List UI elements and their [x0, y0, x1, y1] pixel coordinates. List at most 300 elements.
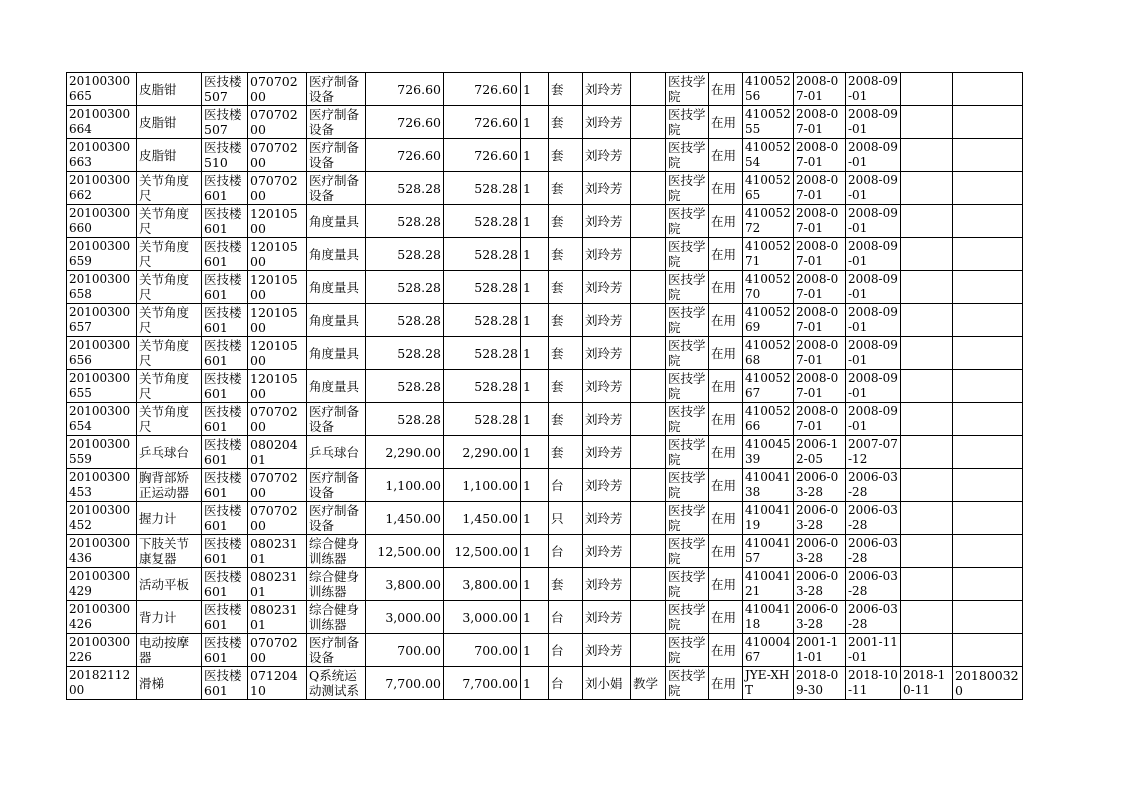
- cell-category-code: 07070200: [248, 73, 307, 106]
- cell-asset-no: 41005255: [743, 106, 794, 139]
- cell-unit-price: 726.60: [366, 106, 444, 139]
- cell-unit-price: 528.28: [366, 271, 444, 304]
- cell-device-name: 关节角度尺: [137, 370, 202, 403]
- cell-extra-no: [953, 601, 1023, 634]
- cell-quantity: 1: [521, 370, 549, 403]
- cell-category: 角度量具: [307, 370, 366, 403]
- cell-serial: 20100300452: [67, 502, 137, 535]
- cell-extra-no: [953, 73, 1023, 106]
- cell-location: 医技楼601: [202, 172, 248, 205]
- cell-custodian: 刘玲芳: [583, 238, 631, 271]
- cell-custodian: 刘玲芳: [583, 436, 631, 469]
- cell-serial: 20100300662: [67, 172, 137, 205]
- cell-usage: [631, 634, 666, 667]
- cell-department: 医技学院: [666, 304, 709, 337]
- cell-extra-date: [901, 106, 953, 139]
- cell-category-code: 07120410: [248, 667, 307, 700]
- cell-serial: 20100300663: [67, 139, 137, 172]
- cell-asset-no: JYE-XHT: [743, 667, 794, 700]
- cell-category: 综合健身训练器: [307, 535, 366, 568]
- cell-category: 乒乓球台: [307, 436, 366, 469]
- cell-category: 角度量具: [307, 337, 366, 370]
- cell-category-code: 08023101: [248, 601, 307, 634]
- cell-extra-date: [901, 238, 953, 271]
- cell-category-code: 12010500: [248, 271, 307, 304]
- cell-serial: 2018211200: [67, 667, 137, 700]
- cell-custodian: 刘玲芳: [583, 535, 631, 568]
- cell-purchase-date: 2008-07-01: [794, 238, 846, 271]
- cell-total-price: 726.60: [444, 106, 521, 139]
- cell-status: 在用: [709, 601, 743, 634]
- cell-extra-no: [953, 436, 1023, 469]
- cell-entry-date: 2006-03-28: [846, 502, 901, 535]
- cell-status: 在用: [709, 337, 743, 370]
- cell-extra-date: [901, 535, 953, 568]
- table-row: [67, 139, 1023, 172]
- cell-entry-date: 2008-09-01: [846, 172, 901, 205]
- cell-purchase-date: 2008-07-01: [794, 139, 846, 172]
- cell-asset-no: 41005270: [743, 271, 794, 304]
- cell-device-name: 关节角度尺: [137, 238, 202, 271]
- cell-location: 医技楼601: [202, 535, 248, 568]
- cell-entry-date: 2008-09-01: [846, 304, 901, 337]
- cell-serial: 20100300660: [67, 205, 137, 238]
- cell-location: 医技楼601: [202, 568, 248, 601]
- cell-asset-no: 41005268: [743, 337, 794, 370]
- cell-category: 医疗制备设备: [307, 502, 366, 535]
- cell-custodian: 刘玲芳: [583, 172, 631, 205]
- cell-usage: [631, 601, 666, 634]
- cell-total-price: 12,500.00: [444, 535, 521, 568]
- cell-category: 综合健身训练器: [307, 601, 366, 634]
- cell-category-code: 07070200: [248, 634, 307, 667]
- cell-total-price: 528.28: [444, 205, 521, 238]
- cell-unit: 套: [549, 403, 583, 436]
- cell-unit-price: 3,000.00: [366, 601, 444, 634]
- cell-extra-date: [901, 568, 953, 601]
- cell-extra-no: [953, 370, 1023, 403]
- cell-serial: 20100300426: [67, 601, 137, 634]
- cell-department: 医技学院: [666, 502, 709, 535]
- cell-unit: 台: [549, 634, 583, 667]
- cell-extra-no: [953, 172, 1023, 205]
- cell-status: 在用: [709, 172, 743, 205]
- cell-quantity: 1: [521, 304, 549, 337]
- cell-department: 医技学院: [666, 73, 709, 106]
- cell-extra-date: [901, 502, 953, 535]
- cell-device-name: 皮脂钳: [137, 106, 202, 139]
- cell-entry-date: 2008-09-01: [846, 370, 901, 403]
- cell-total-price: 528.28: [444, 337, 521, 370]
- cell-extra-no: [953, 337, 1023, 370]
- cell-device-name: 下肢关节康复器: [137, 535, 202, 568]
- cell-status: 在用: [709, 238, 743, 271]
- cell-purchase-date: 2006-03-28: [794, 601, 846, 634]
- cell-purchase-date: 2008-07-01: [794, 304, 846, 337]
- cell-device-name: 握力计: [137, 502, 202, 535]
- cell-department: 医技学院: [666, 568, 709, 601]
- cell-department: 医技学院: [666, 337, 709, 370]
- cell-quantity: 1: [521, 667, 549, 700]
- cell-status: 在用: [709, 370, 743, 403]
- cell-unit-price: 700.00: [366, 634, 444, 667]
- cell-status: 在用: [709, 667, 743, 700]
- cell-unit: 台: [549, 601, 583, 634]
- cell-usage: [631, 304, 666, 337]
- cell-asset-no: 41004119: [743, 502, 794, 535]
- cell-asset-no: 41005254: [743, 139, 794, 172]
- cell-asset-no: 41005272: [743, 205, 794, 238]
- table-row: [67, 568, 1023, 601]
- cell-asset-no: 41004121: [743, 568, 794, 601]
- cell-usage: [631, 502, 666, 535]
- cell-unit-price: 726.60: [366, 139, 444, 172]
- cell-category: Q系统运动测试系: [307, 667, 366, 700]
- cell-serial: 20100300453: [67, 469, 137, 502]
- cell-total-price: 528.28: [444, 172, 521, 205]
- cell-location: 医技楼601: [202, 502, 248, 535]
- table-row: [67, 370, 1023, 403]
- cell-unit: 套: [549, 304, 583, 337]
- table-row: [67, 337, 1023, 370]
- cell-location: 医技楼601: [202, 601, 248, 634]
- cell-unit-price: 528.28: [366, 370, 444, 403]
- cell-total-price: 726.60: [444, 73, 521, 106]
- cell-location: 医技楼601: [202, 238, 248, 271]
- cell-asset-no: 41005271: [743, 238, 794, 271]
- cell-usage: [631, 469, 666, 502]
- cell-extra-no: [953, 304, 1023, 337]
- cell-device-name: 关节角度尺: [137, 271, 202, 304]
- cell-serial: 20100300656: [67, 337, 137, 370]
- cell-unit: 套: [549, 337, 583, 370]
- cell-department: 医技学院: [666, 238, 709, 271]
- cell-device-name: 电动按摩器: [137, 634, 202, 667]
- cell-asset-no: 41005256: [743, 73, 794, 106]
- cell-device-name: 关节角度尺: [137, 205, 202, 238]
- cell-unit-price: 528.28: [366, 238, 444, 271]
- cell-usage: [631, 535, 666, 568]
- cell-extra-no: [953, 205, 1023, 238]
- cell-entry-date: 2007-07-12: [846, 436, 901, 469]
- cell-serial: 20100300654: [67, 403, 137, 436]
- cell-extra-no: [953, 469, 1023, 502]
- cell-category-code: 07070200: [248, 502, 307, 535]
- cell-usage: [631, 106, 666, 139]
- cell-extra-date: [901, 634, 953, 667]
- cell-purchase-date: 2008-07-01: [794, 271, 846, 304]
- cell-quantity: 1: [521, 469, 549, 502]
- cell-unit-price: 528.28: [366, 172, 444, 205]
- cell-serial: 20100300655: [67, 370, 137, 403]
- cell-purchase-date: 2006-03-28: [794, 469, 846, 502]
- cell-location: 医技楼601: [202, 337, 248, 370]
- cell-status: 在用: [709, 535, 743, 568]
- cell-department: 医技学院: [666, 436, 709, 469]
- cell-entry-date: 2008-09-01: [846, 271, 901, 304]
- cell-category: 医疗制备设备: [307, 403, 366, 436]
- cell-location: 医技楼601: [202, 271, 248, 304]
- cell-category-code: 07070200: [248, 172, 307, 205]
- cell-purchase-date: 2008-07-01: [794, 403, 846, 436]
- cell-status: 在用: [709, 106, 743, 139]
- cell-category-code: 12010500: [248, 238, 307, 271]
- cell-quantity: 1: [521, 106, 549, 139]
- cell-total-price: 3,800.00: [444, 568, 521, 601]
- cell-total-price: 528.28: [444, 403, 521, 436]
- cell-asset-no: 41004138: [743, 469, 794, 502]
- cell-usage: [631, 568, 666, 601]
- cell-quantity: 1: [521, 568, 549, 601]
- cell-extra-no: [953, 106, 1023, 139]
- cell-category: 角度量具: [307, 271, 366, 304]
- cell-total-price: 3,000.00: [444, 601, 521, 634]
- cell-entry-date: 2006-03-28: [846, 568, 901, 601]
- cell-category-code: 07070200: [248, 139, 307, 172]
- cell-serial: 20100300658: [67, 271, 137, 304]
- cell-category-code: 12010500: [248, 337, 307, 370]
- cell-extra-date: [901, 436, 953, 469]
- cell-entry-date: 2001-11-01: [846, 634, 901, 667]
- cell-unit: 套: [549, 238, 583, 271]
- cell-extra-date: [901, 304, 953, 337]
- table-row: [67, 106, 1023, 139]
- cell-location: 医技楼601: [202, 469, 248, 502]
- cell-serial: 20100300436: [67, 535, 137, 568]
- cell-total-price: 528.28: [444, 271, 521, 304]
- cell-category: 医疗制备设备: [307, 172, 366, 205]
- cell-total-price: 528.28: [444, 304, 521, 337]
- cell-unit-price: 528.28: [366, 403, 444, 436]
- cell-serial: 20100300429: [67, 568, 137, 601]
- cell-purchase-date: 2008-07-01: [794, 172, 846, 205]
- table-row: [67, 172, 1023, 205]
- cell-custodian: 刘玲芳: [583, 73, 631, 106]
- cell-unit: 套: [549, 205, 583, 238]
- cell-location: 医技楼601: [202, 634, 248, 667]
- cell-entry-date: 2008-09-01: [846, 73, 901, 106]
- cell-department: 医技学院: [666, 370, 709, 403]
- cell-entry-date: 2008-09-01: [846, 139, 901, 172]
- cell-status: 在用: [709, 436, 743, 469]
- cell-quantity: 1: [521, 337, 549, 370]
- cell-custodian: 刘玲芳: [583, 502, 631, 535]
- cell-device-name: 关节角度尺: [137, 172, 202, 205]
- cell-asset-no: 41004539: [743, 436, 794, 469]
- cell-custodian: 刘小娟: [583, 667, 631, 700]
- cell-category-code: 12010500: [248, 205, 307, 238]
- cell-quantity: 1: [521, 601, 549, 634]
- cell-asset-no: 41004118: [743, 601, 794, 634]
- cell-extra-date: [901, 403, 953, 436]
- cell-category-code: 07070200: [248, 403, 307, 436]
- cell-unit-price: 1,100.00: [366, 469, 444, 502]
- cell-unit-price: 726.60: [366, 73, 444, 106]
- cell-category: 角度量具: [307, 304, 366, 337]
- cell-quantity: 1: [521, 172, 549, 205]
- cell-location: 医技楼601: [202, 205, 248, 238]
- cell-category: 医疗制备设备: [307, 106, 366, 139]
- cell-extra-date: [901, 337, 953, 370]
- cell-custodian: 刘玲芳: [583, 469, 631, 502]
- cell-purchase-date: 2008-07-01: [794, 370, 846, 403]
- cell-department: 医技学院: [666, 106, 709, 139]
- cell-entry-date: 2008-09-01: [846, 205, 901, 238]
- cell-device-name: 关节角度尺: [137, 304, 202, 337]
- cell-quantity: 1: [521, 73, 549, 106]
- table-row: [67, 469, 1023, 502]
- cell-location: 医技楼601: [202, 370, 248, 403]
- cell-quantity: 1: [521, 502, 549, 535]
- cell-asset-no: 41005267: [743, 370, 794, 403]
- cell-department: 医技学院: [666, 634, 709, 667]
- cell-extra-no: [953, 139, 1023, 172]
- cell-usage: [631, 238, 666, 271]
- cell-device-name: 皮脂钳: [137, 73, 202, 106]
- cell-purchase-date: 2008-07-01: [794, 73, 846, 106]
- cell-total-price: 1,100.00: [444, 469, 521, 502]
- cell-unit: 套: [549, 370, 583, 403]
- cell-usage: [631, 436, 666, 469]
- table-row: [67, 634, 1023, 667]
- cell-unit: 套: [549, 271, 583, 304]
- cell-extra-no: [953, 634, 1023, 667]
- cell-total-price: 1,450.00: [444, 502, 521, 535]
- cell-unit: 套: [549, 172, 583, 205]
- cell-purchase-date: 2006-03-28: [794, 568, 846, 601]
- cell-purchase-date: 2008-07-01: [794, 106, 846, 139]
- cell-status: 在用: [709, 469, 743, 502]
- table-row: [67, 667, 1023, 700]
- cell-custodian: 刘玲芳: [583, 139, 631, 172]
- table-row: [67, 601, 1023, 634]
- cell-department: 医技学院: [666, 139, 709, 172]
- cell-extra-no: [953, 271, 1023, 304]
- cell-unit-price: 12,500.00: [366, 535, 444, 568]
- cell-extra-no: [953, 238, 1023, 271]
- cell-extra-date: [901, 271, 953, 304]
- cell-location: 医技楼601: [202, 667, 248, 700]
- cell-asset-no: 41005266: [743, 403, 794, 436]
- cell-category-code: 07070200: [248, 106, 307, 139]
- cell-extra-date: 2018-10-11: [901, 667, 953, 700]
- cell-extra-date: [901, 370, 953, 403]
- cell-entry-date: 2006-03-28: [846, 469, 901, 502]
- cell-unit: 套: [549, 436, 583, 469]
- table-row: [67, 436, 1023, 469]
- cell-usage: [631, 73, 666, 106]
- cell-unit: 套: [549, 568, 583, 601]
- cell-location: 医技楼507: [202, 106, 248, 139]
- cell-usage: [631, 271, 666, 304]
- cell-quantity: 1: [521, 139, 549, 172]
- table-row: [67, 502, 1023, 535]
- cell-total-price: 700.00: [444, 634, 521, 667]
- table-row: [67, 205, 1023, 238]
- cell-category-code: 08023101: [248, 568, 307, 601]
- cell-total-price: 528.28: [444, 370, 521, 403]
- cell-location: 医技楼601: [202, 304, 248, 337]
- cell-quantity: 1: [521, 205, 549, 238]
- cell-entry-date: 2008-09-01: [846, 106, 901, 139]
- cell-custodian: 刘玲芳: [583, 634, 631, 667]
- cell-department: 医技学院: [666, 172, 709, 205]
- cell-location: 医技楼510: [202, 139, 248, 172]
- cell-category-code: 08023101: [248, 535, 307, 568]
- cell-purchase-date: 2006-03-28: [794, 535, 846, 568]
- cell-category: 角度量具: [307, 238, 366, 271]
- cell-extra-no: [953, 568, 1023, 601]
- cell-department: 医技学院: [666, 403, 709, 436]
- cell-custodian: 刘玲芳: [583, 106, 631, 139]
- cell-usage: [631, 205, 666, 238]
- cell-total-price: 726.60: [444, 139, 521, 172]
- cell-total-price: 7,700.00: [444, 667, 521, 700]
- cell-department: 医技学院: [666, 469, 709, 502]
- cell-entry-date: 2006-03-28: [846, 601, 901, 634]
- cell-unit: 台: [549, 667, 583, 700]
- cell-location: 医技楼601: [202, 436, 248, 469]
- cell-asset-no: 41004157: [743, 535, 794, 568]
- cell-purchase-date: 2001-11-01: [794, 634, 846, 667]
- cell-device-name: 活动平板: [137, 568, 202, 601]
- cell-usage: [631, 370, 666, 403]
- cell-extra-date: [901, 172, 953, 205]
- cell-category: 医疗制备设备: [307, 469, 366, 502]
- cell-entry-date: 2008-09-01: [846, 337, 901, 370]
- cell-unit: 套: [549, 139, 583, 172]
- cell-category-code: 12010500: [248, 304, 307, 337]
- cell-device-name: 滑梯: [137, 667, 202, 700]
- cell-usage: [631, 172, 666, 205]
- cell-custodian: 刘玲芳: [583, 601, 631, 634]
- cell-category: 综合健身训练器: [307, 568, 366, 601]
- cell-category-code: 08020401: [248, 436, 307, 469]
- cell-device-name: 背力计: [137, 601, 202, 634]
- cell-custodian: 刘玲芳: [583, 205, 631, 238]
- table-row: [67, 271, 1023, 304]
- cell-entry-date: 2008-09-01: [846, 238, 901, 271]
- cell-serial: 20100300659: [67, 238, 137, 271]
- cell-extra-date: [901, 601, 953, 634]
- cell-status: 在用: [709, 73, 743, 106]
- cell-quantity: 1: [521, 271, 549, 304]
- cell-category-code: 07070200: [248, 469, 307, 502]
- cell-status: 在用: [709, 634, 743, 667]
- cell-serial: 20100300226: [67, 634, 137, 667]
- cell-unit-price: 528.28: [366, 337, 444, 370]
- cell-serial: 20100300657: [67, 304, 137, 337]
- cell-custodian: 刘玲芳: [583, 337, 631, 370]
- cell-entry-date: 2006-03-28: [846, 535, 901, 568]
- cell-asset-no: 41000467: [743, 634, 794, 667]
- cell-location: 医技楼507: [202, 73, 248, 106]
- cell-entry-date: 2008-09-01: [846, 403, 901, 436]
- cell-purchase-date: 2006-12-05: [794, 436, 846, 469]
- cell-status: 在用: [709, 271, 743, 304]
- cell-quantity: 1: [521, 436, 549, 469]
- table-row: [67, 238, 1023, 271]
- cell-unit: 套: [549, 106, 583, 139]
- cell-custodian: 刘玲芳: [583, 568, 631, 601]
- table-row: [67, 403, 1023, 436]
- cell-custodian: 刘玲芳: [583, 304, 631, 337]
- cell-total-price: 2,290.00: [444, 436, 521, 469]
- cell-quantity: 1: [521, 535, 549, 568]
- cell-entry-date: 2018-10-11: [846, 667, 901, 700]
- cell-purchase-date: 2008-07-01: [794, 337, 846, 370]
- cell-department: 医技学院: [666, 271, 709, 304]
